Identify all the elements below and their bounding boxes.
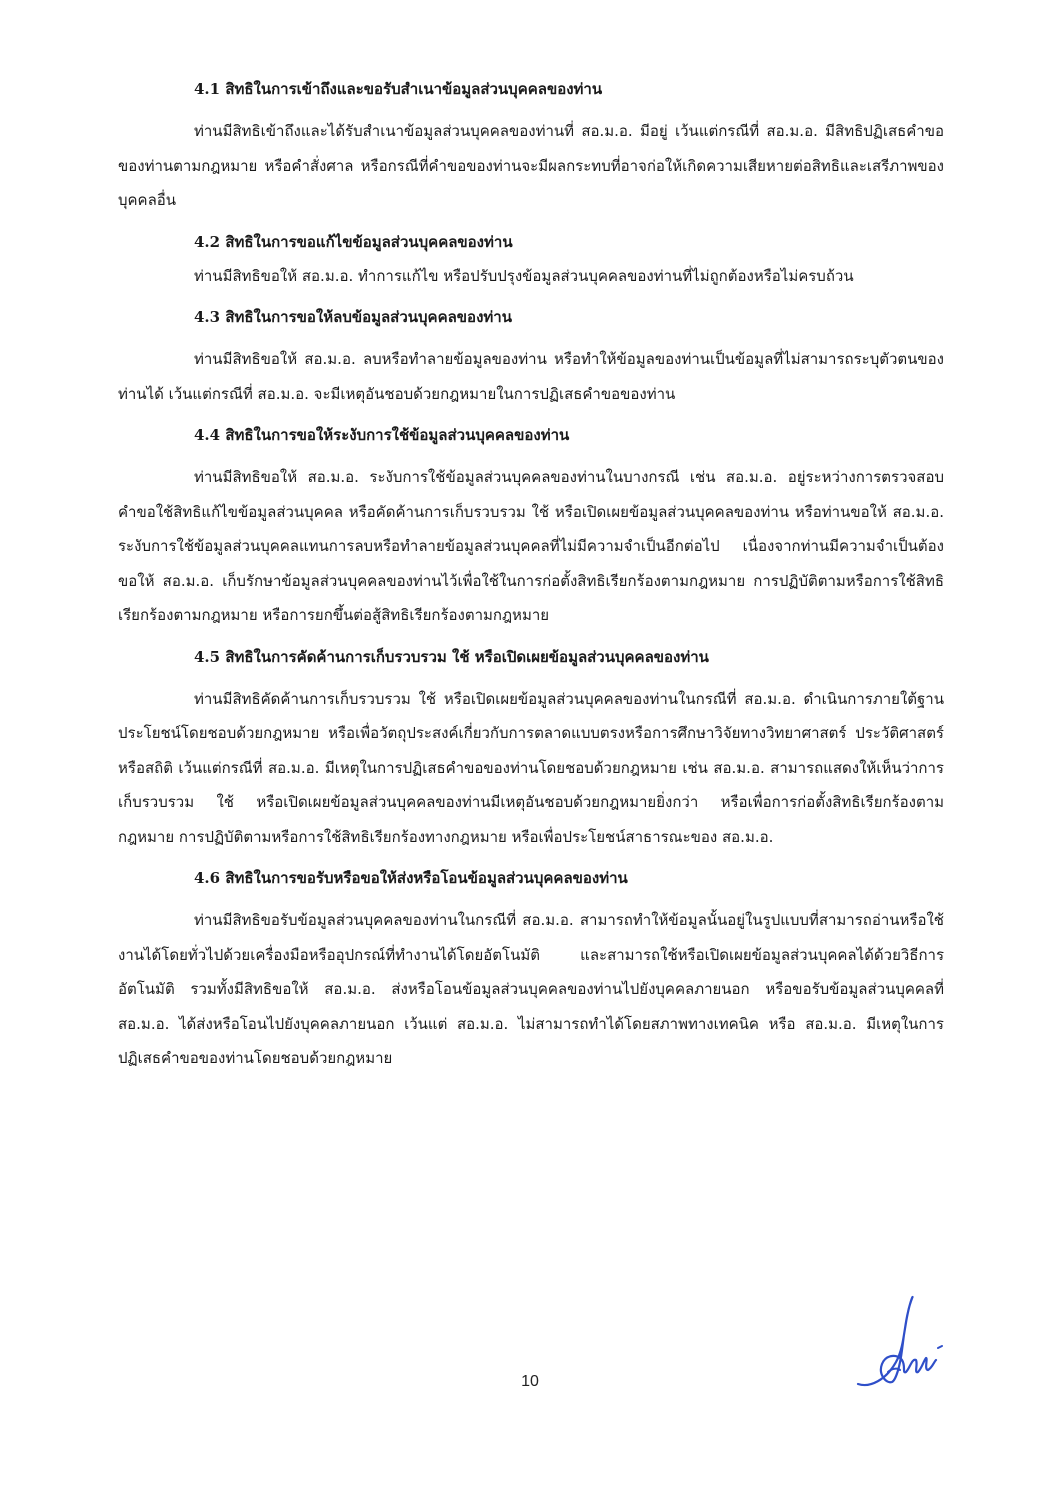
- section-heading: 4.6 สิทธิในการขอรับหรือขอให้ส่งหรือโอนข้อมูลส่วนบุคคลของท่าน: [194, 869, 628, 887]
- section-heading: 4.4 สิทธิในการขอให้ระงับการใช้ข้อมูลส่วนบุคคลของท่าน: [194, 426, 570, 444]
- section-4-4: [118, 424, 944, 633]
- section-paragraph: ท่านมีสิทธิเข้าถึงและได้รับสำเนาข้อมูลส่วนบุคคลของท่านที่ สอ.ม.อ. มีอยู่ เว้นแต่กรณีที่ สอ.ม.อ. มีสิทธิปฏิเสธคำขอของท่านตามกฎหมาย หรือคำสั่งศาล หรือกรณีที่คำขอของท่านจะมีผลกระทบที่อาจก่อให้เกิดความเสียหายต่อสิทธิและเสรีภาพของบุคคลอื่น: [118, 122, 944, 209]
- document-body: [118, 78, 944, 1076]
- section-4-2: [118, 231, 944, 294]
- section-4-6: [118, 867, 944, 1076]
- section-paragraph: ท่านมีสิทธิขอให้ สอ.ม.อ. ทำการแก้ไข หรือปรับปรุงข้อมูลส่วนบุคคลของท่านที่ไม่ถูกต้องหรือไม่ครบถ้วน: [194, 266, 854, 285]
- section-heading: 4.2 สิทธิในการขอแก้ไขข้อมูลส่วนบุคคลของท่าน: [194, 232, 513, 251]
- section-paragraph: ท่านมีสิทธิขอให้ สอ.ม.อ. ระงับการใช้ข้อมูลส่วนบุคคลของท่านในบางกรณี เช่น สอ.ม.อ. อยู่ระหว่างการตรวจสอบคำขอใช้สิทธิแก้ไขข้อมูลส่วนบุคคล หรือคัดค้านการเก็บรวบรวม ใช้ หรือเปิดเผยข้อมูลส่วนบุคคลของท่าน หรือท่านขอให้ สอ.ม.อ. ระงับการใช้ข้อมูลส่วนบุคคลแทนการลบหรือทำลายข้อมูลส่วนบุคคลที่ไม่มีความจำเป็นอีกต่อไป เนื่องจากท่านมีความจำเป็นต้องขอให้ สอ.ม.อ. เก็บรักษาข้อมูลส่วนบุคคลของท่านไว้เพื่อใช้ในการก่อตั้งสิทธิเรียกร้องตามกฎหมาย การปฏิบัติตามหรือการใช้สิทธิเรียกร้องตามกฎหมาย หรือการยกขึ้นต่อสู้สิทธิเรียกร้องตามกฎหมาย: [118, 468, 944, 624]
- section-4-5: [118, 646, 944, 855]
- section-4-3: [118, 306, 944, 411]
- section-4-1: [118, 78, 944, 218]
- section-heading: 4.5 สิทธิในการคัดค้านการเก็บรวบรวม ใช้ หรือเปิดเผยข้อมูลส่วนบุคคลของท่าน: [194, 647, 709, 666]
- section-heading: 4.1 สิทธิในการเข้าถึงและขอรับสำเนาข้อมูลส่วนบุคคลของท่าน: [194, 80, 603, 98]
- section-paragraph: ท่านมีสิทธิขอให้ สอ.ม.อ. ลบหรือทำลายข้อมูลของท่าน หรือทำให้ข้อมูลของท่านเป็นข้อมูลที่ไม่สามารถระบุตัวตนของท่านได้ เว้นแต่กรณีที่ สอ.ม.อ. จะมีเหตุอันชอบด้วยกฎหมายในการปฏิเสธคำขอของท่าน: [118, 350, 944, 403]
- section-paragraph: ท่านมีสิทธิขอรับข้อมูลส่วนบุคคลของท่านในกรณีที่ สอ.ม.อ. สามารถทำให้ข้อมูลนั้นอยู่ในรูปแบบที่สามารถอ่านหรือใช้งานได้โดยทั่วไปด้วยเครื่องมือหรืออุปกรณ์ที่ทำงานได้โดยอัตโนมัติ และสามารถใช้หรือเปิดเผยข้อมูลส่วนบุคคลได้ด้วยวิธีการอัตโนมัติ รวมทั้งมีสิทธิขอให้ สอ.ม.อ. ส่งหรือโอนข้อมูลส่วนบุคคลของท่านไปยังบุคคลภายนอก หรือขอรับข้อมูลส่วนบุคคลที่ สอ.ม.อ. ได้ส่งหรือโอนไปยังบุคคลภายนอก เว้นแต่ สอ.ม.อ. ไม่สามารถทำได้โดยสภาพทางเทคนิค หรือ สอ.ม.อ. มีเหตุในการปฏิเสธคำขอของท่านโดยชอบด้วยกฎหมาย: [118, 911, 944, 1067]
- section-heading: 4.3 สิทธิในการขอให้ลบข้อมูลส่วนบุคคลของท่าน: [194, 308, 512, 326]
- section-paragraph: ท่านมีสิทธิคัดค้านการเก็บรวบรวม ใช้ หรือเปิดเผยข้อมูลส่วนบุคคลของท่านในกรณีที่ สอ.ม.อ. ดำเนินการภายใต้ฐานประโยชน์โดยชอบด้วยกฎหมาย หรือเพื่อวัตถุประสงค์เกี่ยวกับการตลาดแบบตรงหรือการศึกษาวิจัยทางวิทยาศาสตร์ ประวัติศาสตร์ หรือสถิติ เว้นแต่กรณีที่ สอ.ม.อ. มีเหตุในการปฏิเสธคำขอของท่านโดยชอบด้วยกฎหมาย เช่น สอ.ม.อ. สามารถแสดงให้เห็นว่าการเก็บรวบรวม ใช้ หรือเปิดเผยข้อมูลส่วนบุคคลของท่านมีเหตุอันชอบด้วยกฎหมายยิ่งกว่า หรือเพื่อการก่อตั้งสิทธิเรียกร้องตามกฎหมาย การปฏิบัติตามหรือการใช้สิทธิเรียกร้องทางกฎหมาย หรือเพื่อประโยชน์สาธารณะของ สอ.ม.อ.: [118, 689, 944, 846]
- page-number: 10: [521, 1373, 539, 1390]
